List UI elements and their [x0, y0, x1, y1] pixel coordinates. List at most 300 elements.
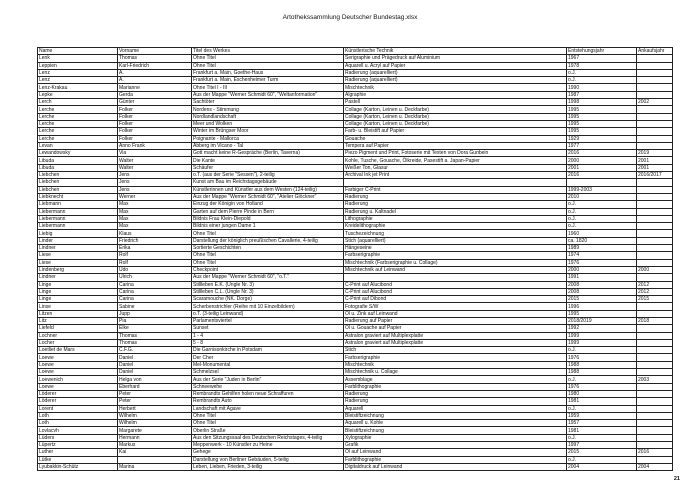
table-row [38, 420, 673, 427]
cell-technik: Öl auf Leinwand [344, 449, 567, 456]
cell-entstehungsjahr: 1978 [567, 62, 637, 69]
cell-titel: Aus der Serie "Juden in Berlin" [192, 376, 344, 383]
table-row [38, 405, 673, 412]
cell-name: Lewandowsky [38, 150, 118, 157]
table-row [38, 412, 673, 419]
cell-vorname: Thomas [118, 332, 192, 339]
cell-titel: Meppenwerk - 10 Künstler zu Heine [192, 442, 344, 449]
table-row [38, 383, 673, 390]
cell-technik: Radierung [344, 398, 567, 405]
cell-titel: Der Cher [192, 354, 344, 361]
cell-vorname: Herbert [118, 405, 192, 412]
table-row [38, 434, 673, 441]
cell-titel: Bildnis Frau Klein-Diepold [192, 215, 344, 222]
cell-technik: Gouache [344, 135, 567, 142]
cell-technik: Öl u. Zink auf Leinwand [344, 310, 567, 317]
cell-entstehungsjahr: 1988 [567, 369, 637, 376]
cell-name: Liebchen [38, 172, 118, 179]
cell-vorname: Jens [118, 186, 192, 193]
table-row [38, 310, 673, 317]
cell-name: Liebchen [38, 186, 118, 193]
cell-entstehungsjahr: 1988 [567, 361, 637, 368]
cell-technik: Astralon graviert auf Multiplexplatte [344, 332, 567, 339]
cell-ankaufsjahr [637, 354, 673, 361]
cell-technik: C-Print auf Alucibond [344, 288, 567, 295]
page-number: 21 [673, 476, 680, 482]
cell-ankaufsjahr: 2016/2017 [637, 172, 673, 179]
cell-titel: Landschaft mit Agave [192, 405, 344, 412]
cell-entstehungsjahr: o.J. [567, 77, 637, 84]
table-row [38, 172, 673, 179]
cell-vorname: Jupp [118, 310, 192, 317]
cell-technik: Mischtechnik auf Leinwand [344, 266, 567, 273]
cell-titel: Darstellung der königlich preußischen Cavallerie, 4-teilig [192, 237, 344, 244]
cell-titel: Meer und Wolken [192, 120, 344, 127]
cell-ankaufsjahr [637, 77, 673, 84]
table-row [38, 398, 673, 405]
cell-entstehungsjahr: o.J. [567, 208, 637, 215]
cell-vorname: Daniel [118, 369, 192, 376]
cell-ankaufsjahr [637, 259, 673, 266]
cell-name: Lovlacvh [38, 427, 118, 434]
cell-technik: Bleistiftzeichnung [344, 427, 567, 434]
table-row [38, 390, 673, 397]
cell-name: Loewe [38, 383, 118, 390]
cell-ankaufsjahr [637, 339, 673, 346]
cell-technik: Aquarell [344, 405, 567, 412]
table-row [38, 157, 673, 164]
table-row [38, 303, 673, 310]
header-technik: Künstlerische Technik [344, 48, 567, 55]
cell-ankaufsjahr [637, 405, 673, 412]
cell-name: Liese [38, 252, 118, 259]
cell-vorname: Max [118, 215, 192, 222]
cell-name: Loth [38, 420, 118, 427]
cell-ankaufsjahr: 2003 [637, 376, 673, 383]
cell-technik: Farblithographie [344, 383, 567, 390]
cell-titel: Bildnis einer jungen Dame 1 [192, 223, 344, 230]
cell-entstehungsjahr: 1997 [567, 442, 637, 449]
cell-name: Locher [38, 339, 118, 346]
cell-titel: Poignante - Mallorca [192, 135, 344, 142]
cell-entstehungsjahr: 2008 [567, 281, 637, 288]
cell-name: Lüpertz [38, 442, 118, 449]
cell-titel: Schäufer [192, 164, 344, 171]
cell-name: Libuda [38, 164, 118, 171]
cell-entstehungsjahr: 1995 [567, 120, 637, 127]
cell-technik: Mischtechnik [344, 361, 567, 368]
artwork-table [37, 47, 673, 471]
cell-ankaufsjahr [637, 84, 673, 91]
cell-name: Löderer [38, 390, 118, 397]
cell-name: Liebig [38, 230, 118, 237]
cell-name: Lorent [38, 405, 118, 412]
cell-vorname: Werner [118, 193, 192, 200]
cell-entstehungsjahr: 1929 [567, 135, 637, 142]
cell-entstehungsjahr: 1995 [567, 113, 637, 120]
cell-vorname: Via [118, 150, 192, 157]
table-row [38, 339, 673, 346]
cell-name: Lenz-Krakau [38, 84, 118, 91]
table-row [38, 354, 673, 361]
cell-entstehungsjahr: 2016 [567, 172, 637, 179]
cell-entstehungsjahr: 2016 [567, 150, 637, 157]
table-row [38, 55, 673, 62]
cell-vorname: Max [118, 208, 192, 215]
cell-name: Levan [38, 142, 118, 149]
cell-ankaufsjahr [637, 412, 673, 419]
cell-technik: Xylographie [344, 434, 567, 441]
cell-titel: o.T. (aus der Serie "Sessen"), 2-teilig [192, 172, 344, 179]
cell-entstehungsjahr: o.J. [567, 201, 637, 208]
cell-name: Lerche [38, 135, 118, 142]
cell-vorname: Friedrich [118, 237, 192, 244]
cell-technik: Mischtechnik [344, 84, 567, 91]
table-row [38, 62, 673, 69]
cell-name: Lochner [38, 332, 118, 339]
cell-vorname: C.F.G. [118, 347, 192, 354]
cell-titel: Schmelzsel [192, 369, 344, 376]
table-row [38, 347, 673, 354]
cell-ankaufsjahr: 2001 [637, 157, 673, 164]
cell-name: Lerche [38, 120, 118, 127]
cell-technik: Algraphie [344, 91, 567, 98]
cell-entstehungsjahr: o.J. [567, 347, 637, 354]
cell-technik: Tuschezeichnung [344, 230, 567, 237]
cell-entstehungsjahr: 1976 [567, 383, 637, 390]
cell-name: Löderer [38, 398, 118, 405]
cell-titel: Sunset [192, 325, 344, 332]
cell-entstehungsjahr: 1976 [567, 354, 637, 361]
cell-entstehungsjahr: 1981 [567, 398, 637, 405]
cell-name: Litz [38, 317, 118, 324]
cell-name: Lepke [38, 91, 118, 98]
cell-vorname: Ulrich [118, 274, 192, 281]
cell-name: Lerche [38, 106, 118, 113]
cell-technik: C-Print auf Dibond [344, 296, 567, 303]
cell-ankaufsjahr: 2012 [637, 281, 673, 288]
cell-titel: Sortierte Geschichten [192, 245, 344, 252]
cell-technik [344, 179, 567, 186]
table-row [38, 120, 673, 127]
cell-ankaufsjahr [637, 427, 673, 434]
cell-titel: Leben, Lieben, Frieden, 3-teilig [192, 463, 344, 470]
cell-ankaufsjahr [637, 442, 673, 449]
table-row [38, 296, 673, 303]
cell-titel: Künstlerinnen und Künstler aus dem Westen (124-teilig) [192, 186, 344, 193]
table-row [38, 186, 673, 193]
cell-entstehungsjahr: 1995 [567, 106, 637, 113]
cell-entstehungsjahr: 2000 [567, 157, 637, 164]
cell-ankaufsjahr [637, 179, 673, 186]
cell-technik: Tempera auf Papier [344, 142, 567, 149]
table-row [38, 237, 673, 244]
cell-technik: Stich [344, 347, 567, 354]
cell-technik: C-Print auf Alucibond [344, 281, 567, 288]
cell-titel: Nordlandlandschaft [192, 113, 344, 120]
cell-titel: Aus der Mappe "Werner Schmidt 60", "o.T." [192, 274, 344, 281]
cell-technik: Collage (Karton, Leinen u. Deckfarbe) [344, 120, 567, 127]
cell-name: Liebermann [38, 215, 118, 222]
cell-vorname: Udo [118, 266, 192, 273]
cell-name: Liebknecht [38, 193, 118, 200]
table-row [38, 150, 673, 157]
cell-name: Lerche [38, 128, 118, 135]
cell-ankaufsjahr: 2012 [637, 288, 673, 295]
cell-titel: Kunst am Bau im Reichstagsgebäude [192, 179, 344, 186]
cell-vorname: Wilhelm [118, 412, 192, 419]
cell-vorname: Folker [118, 135, 192, 142]
cell-titel: Rembrandts Gehilfen holen neue Schraffuren [192, 390, 344, 397]
cell-vorname: Daniel [118, 354, 192, 361]
cell-technik: Hängeseine [344, 245, 567, 252]
header-entstehungsjahr: Entstehungsjahr [567, 48, 637, 55]
cell-entstehungsjahr: 1967 [567, 55, 637, 62]
cell-ankaufsjahr [637, 274, 673, 281]
cell-vorname: Walter [118, 164, 192, 171]
cell-vorname: Folker [118, 128, 192, 135]
cell-ankaufsjahr [637, 245, 673, 252]
cell-technik: Lithographie [344, 215, 567, 222]
cell-entstehungsjahr [567, 179, 637, 186]
table-row [38, 317, 673, 324]
cell-ankaufsjahr [637, 186, 673, 193]
cell-ankaufsjahr [637, 135, 673, 142]
cell-name: Lenk [38, 55, 118, 62]
cell-name: Liefeld [38, 325, 118, 332]
cell-vorname: Marianne [118, 84, 192, 91]
cell-entstehungsjahr: 1980 [567, 390, 637, 397]
table-row [38, 266, 673, 273]
cell-vorname: Thomas [118, 55, 192, 62]
cell-ankaufsjahr: 2001 [637, 164, 673, 171]
cell-entstehungsjahr: o.J. [567, 215, 637, 222]
table-row [38, 84, 673, 91]
cell-technik: Aquarell u. Acryl auf Papier [344, 62, 567, 69]
table-body [38, 55, 673, 471]
cell-titel: Gehege [192, 449, 344, 456]
cell-name: Lerch [38, 99, 118, 106]
page-title: Artothekssammlung Deutscher Bundestag.xlsx [282, 14, 418, 21]
cell-technik: Radierung [344, 390, 567, 397]
cell-technik: Radierung (aquarelliert) [344, 69, 567, 76]
cell-ankaufsjahr: 2015 [637, 296, 673, 303]
table-row [38, 245, 673, 252]
cell-technik: Serigraphie und Prägedruck auf Aluminium [344, 55, 567, 62]
cell-name: Leppien [38, 62, 118, 69]
cell-technik: Radierung [344, 193, 567, 200]
cell-ankaufsjahr [637, 106, 673, 113]
cell-titel: 1 - 4 [192, 332, 344, 339]
cell-vorname: Carina [118, 296, 192, 303]
cell-technik: Stich (aquarelliert) [344, 237, 567, 244]
table-row [38, 230, 673, 237]
cell-ankaufsjahr [637, 390, 673, 397]
cell-name: Lenz [38, 69, 118, 76]
cell-vorname: Jens [118, 179, 192, 186]
cell-ankaufsjahr [637, 383, 673, 390]
cell-name: Loewe [38, 369, 118, 376]
cell-titel: Ohne Titel [192, 420, 344, 427]
cell-technik: Assemblage [344, 376, 567, 383]
cell-titel: Die Garnisonkirche in Potsdam [192, 347, 344, 354]
table-row [38, 179, 673, 186]
cell-titel: Winter im Brüngser Moor [192, 128, 344, 135]
cell-name: Loewenich [38, 376, 118, 383]
cell-vorname: Günter [118, 99, 192, 106]
cell-name: Linge [38, 288, 118, 295]
cell-technik: Collage (Karton, Leinen u. Deckfarbe) [344, 113, 567, 120]
cell-vorname: Wilhelm [118, 420, 192, 427]
table-row [38, 259, 673, 266]
cell-name: Loewe [38, 354, 118, 361]
cell-vorname: Thomas [118, 339, 192, 346]
cell-titel: Darstellung von Berliner Gebäuden, 5-teilig [192, 456, 344, 463]
cell-vorname: Max [118, 201, 192, 208]
table-row [38, 135, 673, 142]
table-row [38, 201, 673, 208]
cell-entstehungsjahr: 1959 [567, 412, 637, 419]
cell-vorname: Walter [118, 157, 192, 164]
table-row [38, 164, 673, 171]
cell-vorname: A. [118, 77, 192, 84]
cell-vorname: Karl-Friedrich [118, 62, 192, 69]
cell-ankaufsjahr [637, 208, 673, 215]
cell-entstehungsjahr: o.J. [567, 456, 637, 463]
cell-titel: Garten auf dem Pierre Pinde in Bern [192, 208, 344, 215]
cell-titel: Frankfurt a. Main, Goethe-Haus [192, 69, 344, 76]
cell-ankaufsjahr: 2016 [637, 449, 673, 456]
cell-vorname: Erika [118, 245, 192, 252]
cell-ankaufsjahr [637, 237, 673, 244]
cell-ankaufsjahr [637, 142, 673, 149]
cell-titel: Mel-Monumental [192, 361, 344, 368]
cell-vorname: Sabine [118, 303, 192, 310]
cell-technik: Kohle, Tusche, Gouache, Ölkreide, Pasestift a. Japan-Papier [344, 157, 567, 164]
table-row [38, 69, 673, 76]
cell-titel: o.T. (3-teilig Leinwand) [192, 310, 344, 317]
cell-titel: Aus der Mappe "Werner Schmidt 60", "Weltanformation" [192, 91, 344, 98]
cell-titel: Einzug der Königin von Holland [192, 201, 344, 208]
cell-ankaufsjahr [637, 434, 673, 441]
table-row [38, 427, 673, 434]
cell-entstehungsjahr: ca. 1820 [567, 237, 637, 244]
cell-vorname: Hermann [118, 434, 192, 441]
cell-vorname: Marina [118, 463, 192, 470]
table-row [38, 332, 673, 339]
cell-vorname: Klaus [118, 230, 192, 237]
cell-vorname: Daniel [118, 361, 192, 368]
cell-entstehungsjahr: 1989 [567, 245, 637, 252]
cell-titel: Frankfurt a. Main, Eschenheimer Turm [192, 77, 344, 84]
table-row [38, 449, 673, 456]
cell-technik: Farbserigraphie [344, 252, 567, 259]
cell-ankaufsjahr: 2004 [637, 463, 673, 470]
cell-entstehungsjahr: 2015 [567, 296, 637, 303]
cell-name: Lüders [38, 434, 118, 441]
cell-technik: Farb- u. Bleistift auf Papier [344, 128, 567, 135]
header-titel: Titel des Werkes [192, 48, 344, 55]
cell-name: Libuda [38, 157, 118, 164]
cell-titel: Aus der Mappe "Werner Schmidt 60", "Atelier Glöckner" [192, 193, 344, 200]
cell-titel: Scherbenstrichler (Reihe mit 10 Einzelbildern) [192, 303, 344, 310]
cell-vorname: Helga von [118, 376, 192, 383]
cell-name: Lenz [38, 77, 118, 84]
cell-name: Liebchen [38, 179, 118, 186]
cell-ankaufsjahr [637, 332, 673, 339]
cell-titel: Ohne Titel [192, 55, 344, 62]
cell-titel: Scaramouche (NK. Dorge) [192, 296, 344, 303]
table-row [38, 208, 673, 215]
cell-entstehungsjahr: o.J. [567, 69, 637, 76]
cell-ankaufsjahr [637, 252, 673, 259]
cell-name: Loewe [38, 361, 118, 368]
cell-vorname: Anno Frank [118, 142, 192, 149]
cell-ankaufsjahr [637, 55, 673, 62]
cell-ankaufsjahr: 2018 [637, 317, 673, 324]
cell-entstehungsjahr: 1957 [567, 420, 637, 427]
cell-titel: Nordens - Stimmung [192, 106, 344, 113]
cell-technik: Farbserigraphie [344, 354, 567, 361]
cell-entstehungsjahr: 1995 [567, 310, 637, 317]
cell-ankaufsjahr [637, 113, 673, 120]
cell-titel: Ohne Titel [192, 259, 344, 266]
cell-entstehungsjahr: 1999 [567, 332, 637, 339]
cell-name: Linse [38, 303, 118, 310]
cell-technik: Mischtechnik (Farbserigraphie u. Collage) [344, 259, 567, 266]
cell-technik: Digitaldruck auf Leinwand [344, 463, 567, 470]
header-ankaufsjahr: Ankaufsjahr [637, 48, 673, 55]
cell-technik: Kreidelithographie [344, 223, 567, 230]
cell-name: Liebmann [38, 201, 118, 208]
cell-ankaufsjahr: 2000 [637, 266, 673, 273]
cell-entstehungsjahr: 2000 [567, 266, 637, 273]
cell-titel: Ohne Titel [192, 412, 344, 419]
cell-entstehungsjahr: 2010 [567, 193, 637, 200]
cell-titel: Ohne Titel [192, 62, 344, 69]
table-row [38, 463, 673, 470]
table-row [38, 252, 673, 259]
cell-technik: Farbiger C-Print [344, 186, 567, 193]
cell-vorname [118, 456, 192, 463]
table-row [38, 325, 673, 332]
table-row [38, 442, 673, 449]
cell-technik: Farblithographie [344, 456, 567, 463]
cell-vorname: Max [118, 223, 192, 230]
cell-entstehungsjahr: o.J. [567, 223, 637, 230]
cell-name: Lütke [38, 456, 118, 463]
cell-entstehungsjahr: 1996 [567, 303, 637, 310]
cell-entstehungsjahr: 1990 [567, 84, 637, 91]
cell-ankaufsjahr [637, 230, 673, 237]
cell-ankaufsjahr [637, 223, 673, 230]
cell-technik: Pastell [344, 99, 567, 106]
cell-ankaufsjahr [637, 91, 673, 98]
cell-ankaufsjahr [637, 325, 673, 332]
cell-titel: Schneewehe [192, 383, 344, 390]
cell-vorname: Folker [118, 113, 192, 120]
cell-titel: 5 - 8 [192, 339, 344, 346]
cell-technik: Grafik [344, 442, 567, 449]
table-row [38, 91, 673, 98]
cell-entstehungsjahr: 2018/2019 [567, 317, 637, 324]
cell-vorname: Rolf [118, 252, 192, 259]
cell-titel: Stillleben E.K. (Ungle Nr. 3) [192, 281, 344, 288]
cell-vorname: Markus [118, 442, 192, 449]
table-row [38, 142, 673, 149]
cell-titel: Ohne Titel I - III [192, 84, 344, 91]
cell-ankaufsjahr [637, 456, 673, 463]
